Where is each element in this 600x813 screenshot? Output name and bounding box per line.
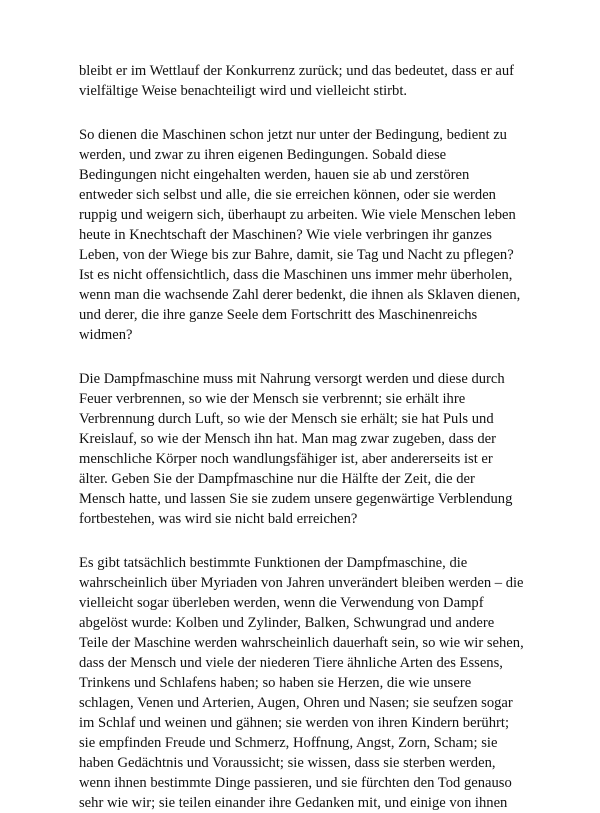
text-line: heute in Knechtschaft der Maschinen? Wie viele verbringen ihr ganzes [79,227,492,243]
text-line: Verbrennung durch Luft, so wie der Mensch sie erhält; sie hat Puls und [79,411,494,427]
text-line: Ist es nicht offensichtlich, dass die Maschinen uns immer mehr überholen, [79,267,513,283]
text-line: vielfältige Weise benachteiligt wird und vielleicht stirbt. [79,83,408,99]
text-line: sehr wie wir; sie teilen einander ihre Gedanken mit, und einige von ihnen [79,795,508,811]
text-line: dass der Mensch und viele der niederen Tiere ähnliche Arten des Essens, [79,655,503,671]
text-line: wenn ihnen bestimmte Dinge passieren, und sie fürchten den Tod genauso [79,775,512,791]
text-line: Mensch hatte, und lassen Sie sie zudem unsere gegenwärtige Verblendung [79,491,513,507]
text-line: und derer, die ihre ganze Seele dem Fortschritt des Maschinenreichs [79,307,478,323]
text-line: Kreislauf, so wie der Mensch ihn hat. Man mag zwar zugeben, dass der [79,431,497,447]
text-line: abgelöst wurde: Kolben und Zylinder, Balken, Schwungrad und andere [79,615,495,631]
text-line: ruppig und weigern sich, überhaupt zu arbeiten. Wie viele Menschen leben [79,207,516,223]
text-line: sie empfinden Freude und Schmerz, Hoffnung, Angst, Zorn, Scham; sie [79,735,498,751]
text-line: wahrscheinlich über Myriaden von Jahren unverändert bleiben werden – die [79,575,524,591]
paragraph-4 [79,553,544,813]
text-line: älter. Geben Sie der Dampfmaschine nur die Hälfte der Zeit, die der [79,471,475,487]
text-line: Trinkens und Schlafens haben; so haben sie Herzen, die wie unsere [79,675,472,691]
text-line: bleibt er im Wettlauf der Konkurrenz zurück; und das bedeutet, dass er auf [79,63,514,79]
text-line: Die Dampfmaschine muss mit Nahrung versorgt werden und diese durch [79,371,505,387]
text-line: schlagen, Venen und Arterien, Augen, Ohren und Nasen; sie seufzen sogar [79,695,513,711]
text-line: Bedingungen nicht eingehalten werden, hauen sie ab und zerstören [79,167,470,183]
text-line: werden, und zwar zu ihren eigenen Bedingungen. Sobald diese [79,147,447,163]
text-line: widmen? [79,327,133,343]
paragraph-1 [79,61,544,101]
text-line: entweder sich selbst und alle, die sie erreichen können, oder sie werden [79,187,496,203]
text-line: So dienen die Maschinen schon jetzt nur unter der Bedingung, bedient zu [79,127,507,143]
text-line: haben Gedächtnis und Voraussicht; sie wissen, dass sie sterben werden, [79,755,496,771]
text-line: fortbestehen, was wird sie nicht bald erreichen? [79,511,358,527]
text-line: Leben, von der Wiege bis zur Bahre, damit, sie Tag und Nacht zu pflegen? [79,247,514,263]
document-body [79,61,544,813]
text-line: Feuer verbrennen, so wie der Mensch sie verbrennt; sie erhält ihre [79,391,466,407]
text-line: vielleicht sogar überleben werden, wenn die Verwendung von Dampf [79,595,484,611]
text-line: wenn man die wachsende Zahl derer bedenkt, die ihnen als Sklaven dienen, [79,287,521,303]
paragraph-2 [79,125,544,345]
text-line: Teile der Maschine werden wahrscheinlich dauerhaft sein, so wie wir sehen, [79,635,524,651]
text-line: menschliche Körper noch wandlungsfähiger ist, aber andererseits ist er [79,451,493,467]
text-line: Es gibt tatsächlich bestimmte Funktionen der Dampfmaschine, die [79,555,468,571]
text-line: im Schlaf und weinen und gähnen; sie werden von ihren Kindern berührt; [79,715,509,731]
paragraph-3 [79,369,544,529]
